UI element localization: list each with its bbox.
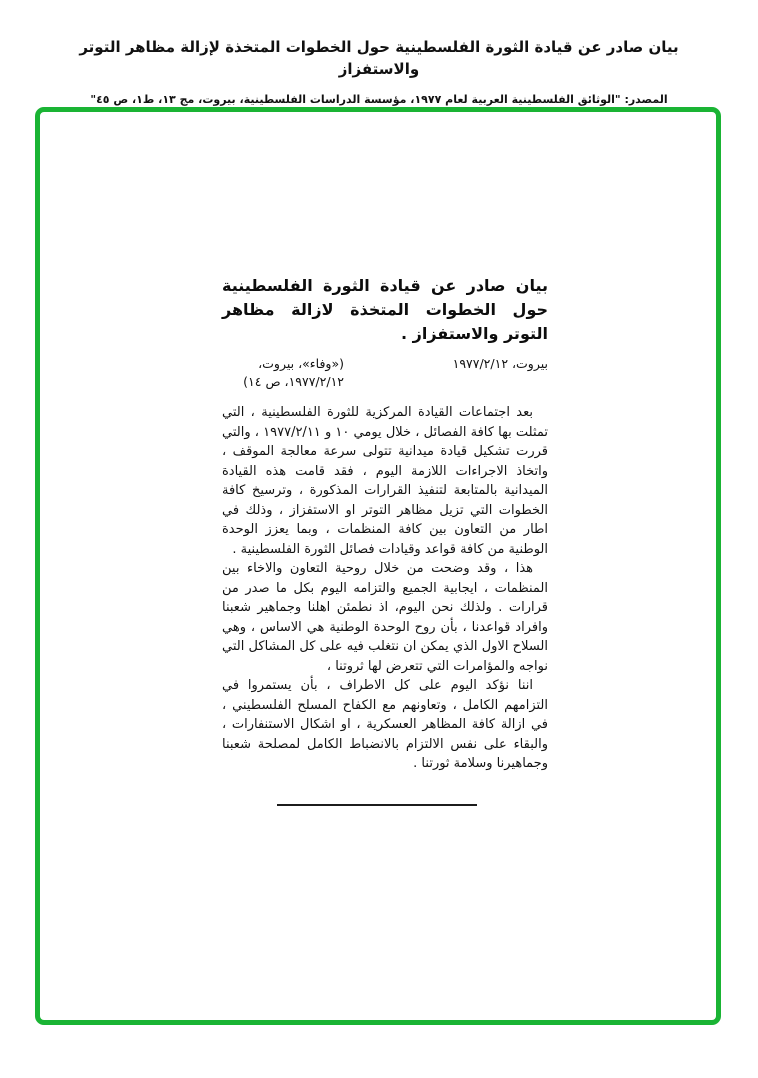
dateline-agency-citation: («وفاء»، بيروت، ١٩٧٧/٢/١٢، ص ١٤) — [243, 356, 344, 389]
paragraph-3: اننا نؤكد اليوم على كل الاطراف ، بأن يستمروا في التزامهم الكامل ، وتعاونهم مع الكفاح المسلح الفلسطيني ، في ازالة كافة المظاهر العسكرية ، او اشكال الاستنفارات ، والبقاء على نفس الالتزام بالانضباط الكامل لمصلحة شعبنا وجماهيرنا وسلامة ثورتنا . — [222, 678, 548, 771]
document-content — [222, 274, 548, 774]
end-divider-line — [277, 804, 477, 806]
dateline-place-date: بيروت، ١٩٧٧/٢/١٢ — [452, 356, 548, 371]
paragraph-1: بعد اجتماعات القيادة المركزية للثورة الفلسطينية ، التي تمثلت بها كافة الفصائل ، خلال يومي ١٠ و ١٩٧٧/٢/١١ ، والتي قررت تشكيل قيادة ميدانية تتولى سرعة معالجة الموقف ، واتخاذ الاجراءات اللازمة اليوم ، فقد قامت هذه القيادة الميدانية بالمتابعة لتنفيذ القرارات المذكورة ، وترسيخ كافة الخطوات التي تزيل مظاهر التوتر او الاستفزاز ، وذلك في اطار من التعاون بين كافة المنظمات ، وبما يعزز الوحدة الوطنية من كافة قواعد وقيادات فصائل الثورة الفلسطينية . — [222, 405, 548, 557]
dateline — [222, 355, 548, 391]
page-title: بيان صادر عن قيادة الثورة الفلسطينية حول الخطوات المتخذة لإزالة مظاهر التوتر والاستفزاز — [79, 38, 679, 78]
page-header — [0, 36, 758, 107]
source-citation: المصدر: "الوثائق الفلسطينية العربية لعام ١٩٧٧، مؤسسة الدراسات الفلسطينية، بيروت، مج ١٣، ط١، ص ٤٥" — [90, 93, 668, 106]
statement-body — [222, 403, 548, 774]
statement-title: بيان صادر عن قيادة الثورة الفلسطينية حول الخطوات المتخذة لازالة مظاهر التوتر والاستفزاز . — [222, 276, 548, 343]
paragraph-2: هذا ، وقد وضحت من خلال روحية التعاون والاخاء بين المنظمات ، ايجابية الجميع والتزامه اليوم بكل ما صدر من قرارات . ولذلك نحن اليوم، اذ نطمئن اهلنا وجماهير شعبنا وافراد قواعدنا ، بأن روح الوحدة الوطنية هي الاساس ، وهي السلاح الاول الذي يمكن ان نتغلب فيه على كل المشاكل التي نواجه والمؤامرات التي تتعرض لها ثروتنا ، — [222, 561, 548, 674]
